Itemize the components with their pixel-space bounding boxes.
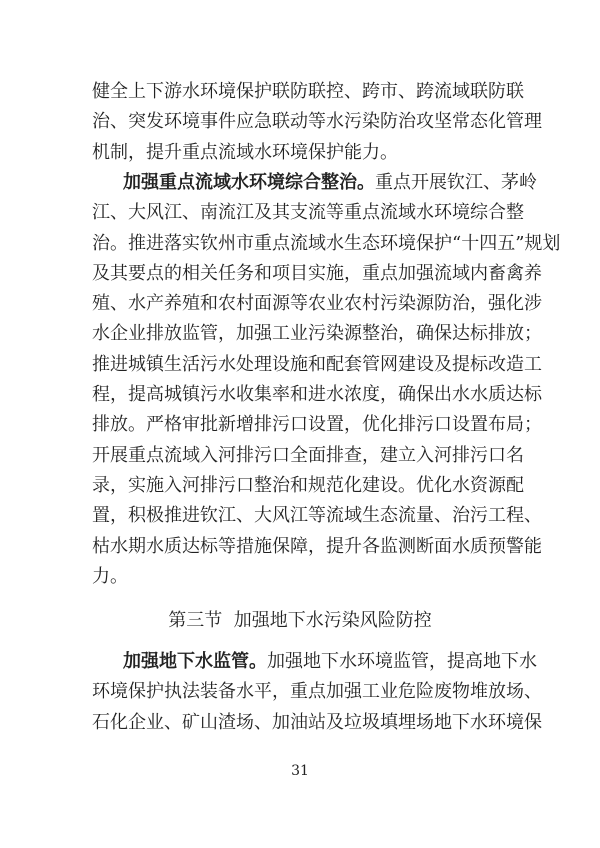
paragraph-title: 加强地下水监管。 <box>123 651 267 672</box>
section-heading: 第三节 加强地下水污染风险防控 <box>168 610 432 631</box>
text-line <box>92 647 537 677</box>
text-line: 开展重点流域入河排污口全面排查，建立入河排污口名 <box>92 444 524 466</box>
text-line: 治。推进落实钦州市重点流域水生态环境保护“十四五”规划 <box>92 232 561 254</box>
text-line: 录，实施入河排污口整治和规范化建设。优化水资源配 <box>92 474 524 496</box>
text-line: 及其要点的相关任务和项目实施，重点加强流域内畜禽养 <box>92 262 542 284</box>
page-number: 31 <box>291 763 309 779</box>
text-line: 殖、水产养殖和农村面源等农业农村污染源防治，强化涉 <box>92 293 542 315</box>
paragraph-watershed-coordination <box>92 77 542 168</box>
text-line: 水企业排放监管，加强工业污染源整治，确保达标排放； <box>92 323 542 345</box>
text-line: 石化企业、矿山渣场、加油站及垃圾填埋场地下水环境保 <box>92 711 542 733</box>
text-line <box>92 168 537 198</box>
paragraph-groundwater-supervision <box>92 647 542 738</box>
text-line: 治、突发环境事件应急联动等水污染防治攻坚常态化管理 <box>92 111 542 133</box>
text-line: 江、大风江、南流江及其支流等重点流域水环境综合整 <box>92 202 524 224</box>
text-line: 置，积极推进钦江、大风江等流域生态流量、治污工程、 <box>92 505 542 527</box>
paragraph-title: 加强重点流域水环境综合整治。 <box>123 172 375 193</box>
text-run: 重点开展钦江、茅岭 <box>375 172 537 193</box>
text-line: 环境保护执法装备水平，重点加强工业危险废物堆放场、 <box>92 681 542 703</box>
text-line: 枯水期水质达标等措施保障，提升各监测断面水质预警能 <box>92 535 542 557</box>
text-line: 健全上下游水环境保护联防联控、跨市、跨流域联防联 <box>92 81 524 102</box>
text-line: 程，提高城镇污水收集率和进水浓度，确保出水水质达标 <box>92 384 542 406</box>
text-line: 力。 <box>92 565 128 587</box>
text-line: 机制，提升重点流域水环境保护能力。 <box>92 141 398 163</box>
text-line: 推进城镇生活污水处理设施和配套管网建设及提标改造工 <box>92 353 542 375</box>
text-line: 排放。严格审批新增排污口设置，优化排污口设置布局； <box>92 414 542 436</box>
paragraph-watershed-remediation <box>92 168 561 592</box>
text-run: 加强地下水环境监管，提高地下水 <box>267 651 537 672</box>
